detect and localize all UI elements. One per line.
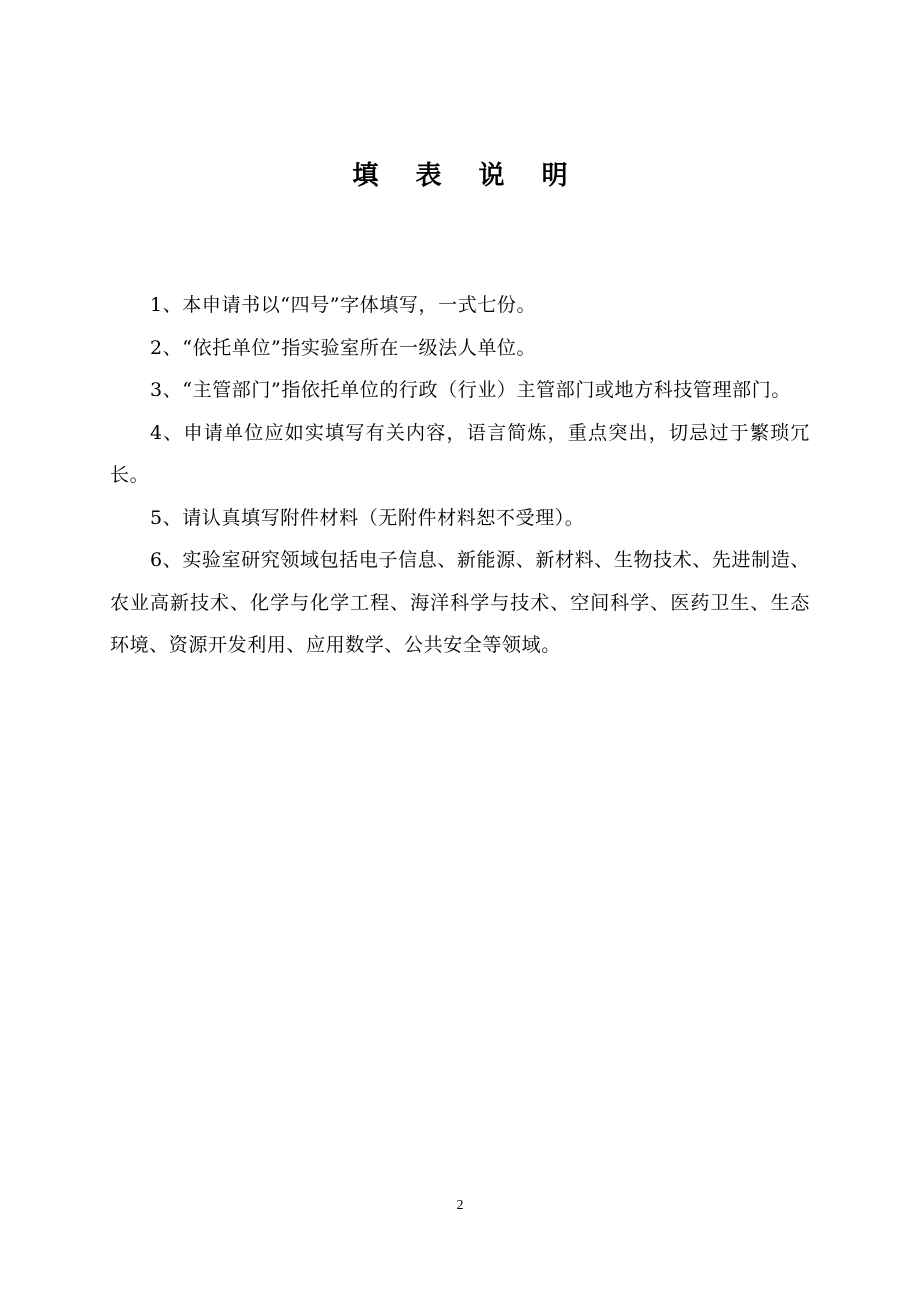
instruction-item-5: 5、请认真填写附件材料（无附件材料恕不受理）。 bbox=[150, 506, 585, 529]
instruction-item-4: 4、申请单位应如实填写有关内容，语言简炼，重点突出，切忌过于繁琐冗长。 bbox=[110, 421, 810, 486]
instruction-item-2: 2、“依托单位”指实验室所在一级法人单位。 bbox=[150, 336, 537, 359]
instruction-item-6: 6、实验室研究领域包括电子信息、新能源、新材料、生物技术、先进制造、农业高新技术、化学与化学工程、海洋科学与技术、空间科学、医药卫生、生态环境、资源开发利用、应用数学、公共安全等领域。 bbox=[110, 549, 810, 656]
instruction-item-1: 1、本申请书以“四号”字体填写，一式七份。 bbox=[150, 294, 537, 316]
instructions-body bbox=[110, 284, 810, 667]
page-number: 2 bbox=[456, 1198, 464, 1213]
instruction-item-3: 3、“主管部门”指依托单位的行政（行业）主管部门或地方科技管理部门。 bbox=[150, 379, 791, 401]
page-title: 填 表 说 明 bbox=[352, 161, 582, 191]
